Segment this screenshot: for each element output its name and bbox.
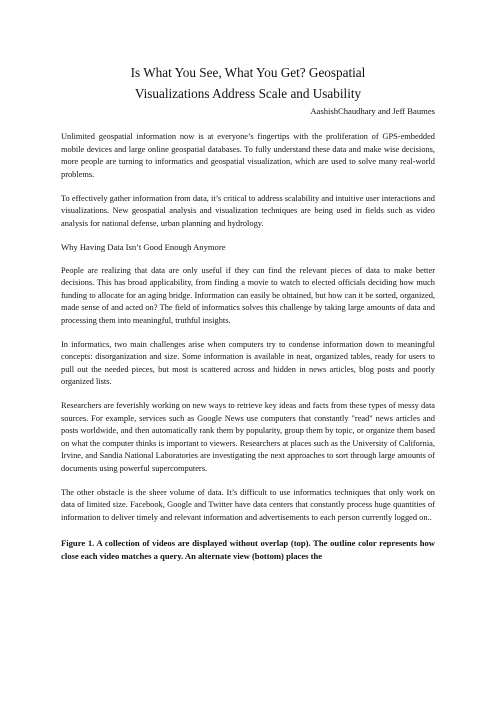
section-paragraph-4: The other obstacle is the sheer volume of data. It’s difficult to use informatics techniques that only work on data of limited size. Facebook, Google and Twitter have data centers that constantly process huge quantities of information to deliver timely and relevant information and advertisements to each person currently logged on.. bbox=[61, 487, 435, 522]
section-paragraph-1: People are realizing that data are only useful if they can find the relevant pieces of data to make better decisions. This has broad applicability, from finding a movie to watch to elected officials deciding how much funding to allocate for an aging bridge. Information can easily be obtained, but how can it be sorted, organized, made sense of and acted on? The field of informatics solves this challenge by taking large amounts of data and processing them into meaningful, truthful insights. bbox=[61, 265, 435, 325]
intro-paragraph-2: To effectively gather information from data, it’s critical to address scalability and intuitive user interactions and visualizations. New geospatial analysis and visualization techniques are being used in fields such as video analysis for national defense, urban planning and hydrology. bbox=[61, 193, 435, 228]
section-paragraph-3: Researchers are feverishly working on new ways to retrieve key ideas and facts from these types of messy data sources. For example, services such as Google News use computers that constantly "read" news articles and posts worldwide, and then automatically rank them by popularity, group them by topic, or organize them based on what the computer thinks is important to viewers. Researchers at places such as the University of California, Irvine, and Sandia National Laboratories are investigating the next approaches to sort through large amounts of documents using powerful supercomputers. bbox=[61, 401, 435, 473]
section-heading: Why Having Data Isn’t Good Enough Anymore bbox=[61, 241, 226, 252]
section-paragraph-2: In informatics, two main challenges arise when computers try to condense information down to meaningful concepts: disorganization and size. Some information is available in neat, organized tables, ready for users to pull out the needed pieces, but most is scattered across and hidden in news articles, blog posts and poorly organized lists. bbox=[61, 339, 435, 387]
document-page bbox=[61, 62, 435, 562]
title-line-2: Visualizations Address Scale and Usability bbox=[134, 86, 362, 101]
title-line-1: Is What You See, What You Get? Geospatial bbox=[130, 65, 366, 80]
figure-caption: Figure 1. A collection of videos are displayed without overlap (top). The outline color represents how close each video matches a query. An alternate view (bottom) places the bbox=[61, 538, 435, 561]
document-title bbox=[61, 62, 435, 104]
intro-paragraph-1: Unlimited geospatial information now is at everyone’s fingertips with the proliferation of GPS-embedded mobile devices and large online geospatial databases. To fully understand these data and make wise decisions, more people are turning to informatics and geospatial visualization, which are used to solve many real-world problems. bbox=[61, 132, 435, 179]
authors: AashishChaudhary and Jeff Baumes bbox=[310, 106, 435, 116]
